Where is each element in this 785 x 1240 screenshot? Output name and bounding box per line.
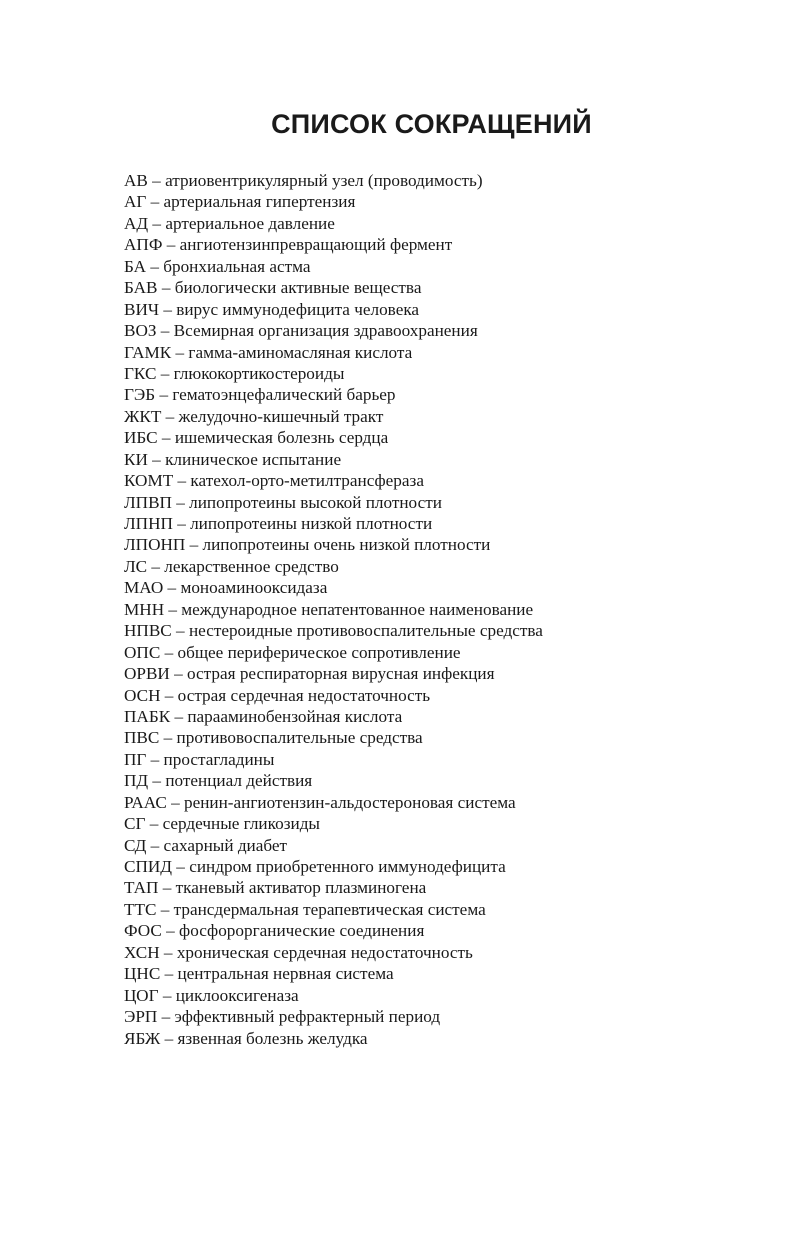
abbreviation-item: ОРВИ – острая респираторная вирусная инфекция: [124, 664, 495, 684]
abbreviation-item: ГЭБ – гематоэнцефалический барьер: [124, 385, 396, 405]
abbreviation-item: РААС – ренин-ангиотензин-альдостероновая система: [124, 792, 516, 812]
abbreviation-item: КОМТ – катехол-орто-метилтрансфераза: [124, 471, 424, 491]
abbreviation-item: ЛС – лекарственное средство: [124, 556, 339, 576]
abbreviation-item: ЯБЖ – язвенная болезнь желудка: [124, 1028, 368, 1048]
abbreviation-item: ЭРП – эффективный рефрактерный период: [124, 1007, 441, 1027]
abbreviation-item: ЛПНП – липопротеины низкой плотности: [124, 514, 433, 533]
abbreviation-item: ПГ – простагладины: [124, 749, 275, 769]
abbreviation-item: ЦНС – центральная нервная система: [124, 964, 394, 984]
abbreviation-item: ТТС – трансдермальная терапевтическая система: [124, 899, 486, 919]
abbreviation-item: ПД – потенциал действия: [124, 771, 313, 791]
abbreviation-item: ТАП – тканевый активатор плазминогена: [124, 878, 427, 898]
abbreviation-item: ПАБК – парааминобензойная кислота: [124, 706, 403, 726]
abbreviation-item: БАВ – биологически активные вещества: [124, 278, 422, 298]
abbreviation-item: СПИД – синдром приобретенного иммунодефицита: [124, 857, 506, 876]
abbreviation-item: ВОЗ – Всемирная организация здравоохранения: [124, 321, 478, 341]
abbreviation-item: БА – бронхиальная астма: [124, 256, 311, 276]
abbreviation-item: ОПС – общее периферическое сопротивление: [124, 642, 461, 662]
abbreviation-item: ЦОГ – циклооксигеназа: [124, 985, 299, 1005]
abbreviation-item: КИ – клиническое испытание: [124, 449, 342, 469]
abbreviation-item: АД – артериальное давление: [124, 213, 335, 233]
abbreviation-item: ИБС – ишемическая болезнь сердца: [124, 428, 389, 448]
abbreviation-item: ХСН – хроническая сердечная недостаточность: [124, 942, 473, 962]
abbreviation-item: ГАМК – гамма-аминомасляная кислота: [124, 342, 413, 362]
abbreviation-item: ФОС – фосфорорганические соединения: [124, 921, 425, 941]
abbreviation-item: СГ – сердечные гликозиды: [124, 814, 320, 834]
abbreviation-item: ЛПОНП – липопротеины очень низкой плотности: [124, 535, 491, 555]
abbreviation-item: ПВС – противовоспалительные средства: [124, 728, 423, 748]
abbreviation-item: МНН – международное непатентованное наименование: [124, 599, 534, 619]
abbreviation-list: [124, 170, 543, 1049]
abbreviation-item: МАО – моноаминооксидаза: [124, 578, 328, 598]
abbreviation-item: ЖКТ – желудочно-кишечный тракт: [124, 406, 384, 426]
abbreviation-item: ОСН – острая сердечная недостаточность: [124, 685, 431, 705]
abbreviation-item: ВИЧ – вирус иммунодефицита человека: [124, 299, 420, 319]
abbreviation-item: СД – сахарный диабет: [124, 835, 288, 855]
abbreviation-item: АПФ – ангиотензинпревращающий фермент: [124, 235, 453, 255]
abbreviation-item: ГКС – глюкокортикостероиды: [124, 363, 345, 383]
page-title: СПИСОК СОКРАЩЕНИЙ: [271, 109, 592, 139]
abbreviation-item: НПВС – нестероидные противовоспалительные средства: [124, 621, 543, 641]
abbreviation-item: АВ – атриовентрикулярный узел (проводимость): [124, 171, 483, 190]
abbreviation-item: ЛПВП – липопротеины высокой плотности: [124, 492, 442, 512]
abbreviation-item: АГ – артериальная гипертензия: [124, 192, 356, 212]
